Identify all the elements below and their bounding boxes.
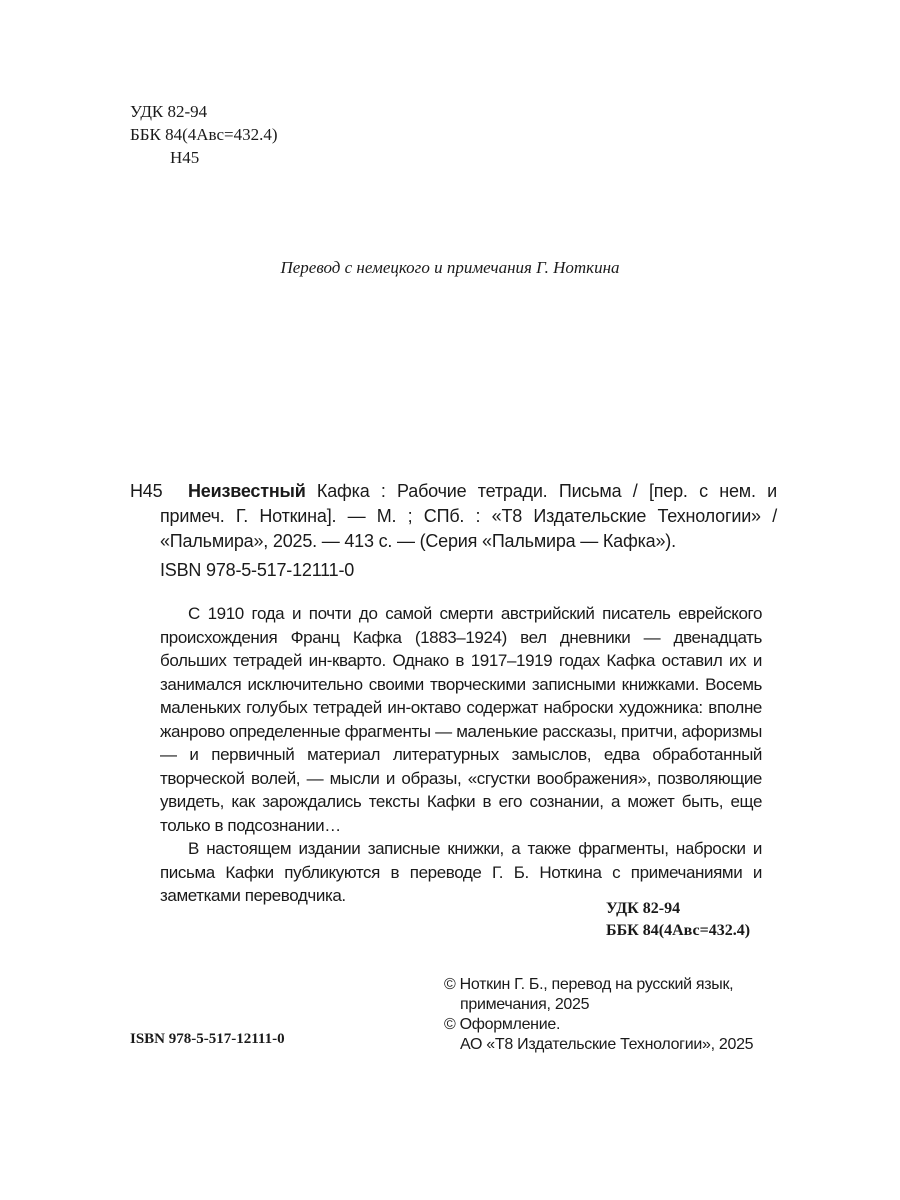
bbk-code-bottom: ББК 84(4Авс=432.4) [606, 922, 751, 939]
copyright-line: © Ноткин Г. Б., перевод на русский язык, [444, 976, 734, 993]
bbk-code: ББК 84(4Авс=432.4) [130, 125, 278, 144]
bibliographic-entry [130, 479, 777, 583]
udk-code-bottom: УДК 82-94 [606, 900, 681, 917]
biblio-rest: Кафка : Рабочие тетради. Письма / [пер. с нем. и примеч. Г. Ноткина]. — М. ; СПб. : «Т8 Издательские Технологии» / «Пальмира», 2025. — 413 с. — (Серия «Пальмира — Кафка»). [160, 481, 777, 551]
isbn-bottom: ISBN 978-5-517-12111-0 [130, 1031, 285, 1047]
classification-codes-bottom [606, 898, 750, 942]
copyright-block [444, 975, 753, 1055]
udk-code: УДК 82-94 [130, 102, 208, 121]
classification-codes-top [130, 100, 278, 169]
translator-note: Перевод с немецкого и примечания Г. Ноткина [280, 258, 620, 277]
annotation [160, 602, 762, 908]
copyright-line: АО «Т8 Издательские Технологии», 2025 [460, 1036, 754, 1053]
biblio-author-mark: Н45 [130, 481, 163, 501]
biblio-isbn: ISBN 978-5-517-12111-0 [160, 560, 355, 580]
biblio-description [130, 479, 777, 554]
copyright-line: © Оформление. [444, 1016, 561, 1033]
biblio-title-bold: Неизвестный [188, 481, 306, 501]
annotation-paragraph: В настоящем издании записные книжки, а также фрагменты, наброски и письма Кафки публикуются в переводе Г. Б. Ноткина с примечаниями и заметками переводчика. [160, 839, 762, 905]
annotation-paragraph: С 1910 года и почти до самой смерти австрийский писатель еврейского происхождения Франц Кафка (1883–1924) вел дневники — двенадцать больших тетрадей ин-кварто. Однако в 1917–1919 годах Кафка оставил их и занимался исключительно своими творческими записными книжками. Восемь маленьких голубых тетрадей ин-октаво содержат наброски художника: вполне жанрово определенные фрагменты — маленькие рассказы, притчи, афоризмы — и первичный материал литературных замыслов, едва обработанный творческой волей, — мысли и образы, «сгустки воображения», позволяющие увидеть, как зарождались тексты Кафки в его сознании, а может быть, еще только в подсознании… [160, 604, 762, 835]
author-mark: Н45 [170, 148, 200, 167]
copyright-line: примечания, 2025 [460, 996, 590, 1013]
